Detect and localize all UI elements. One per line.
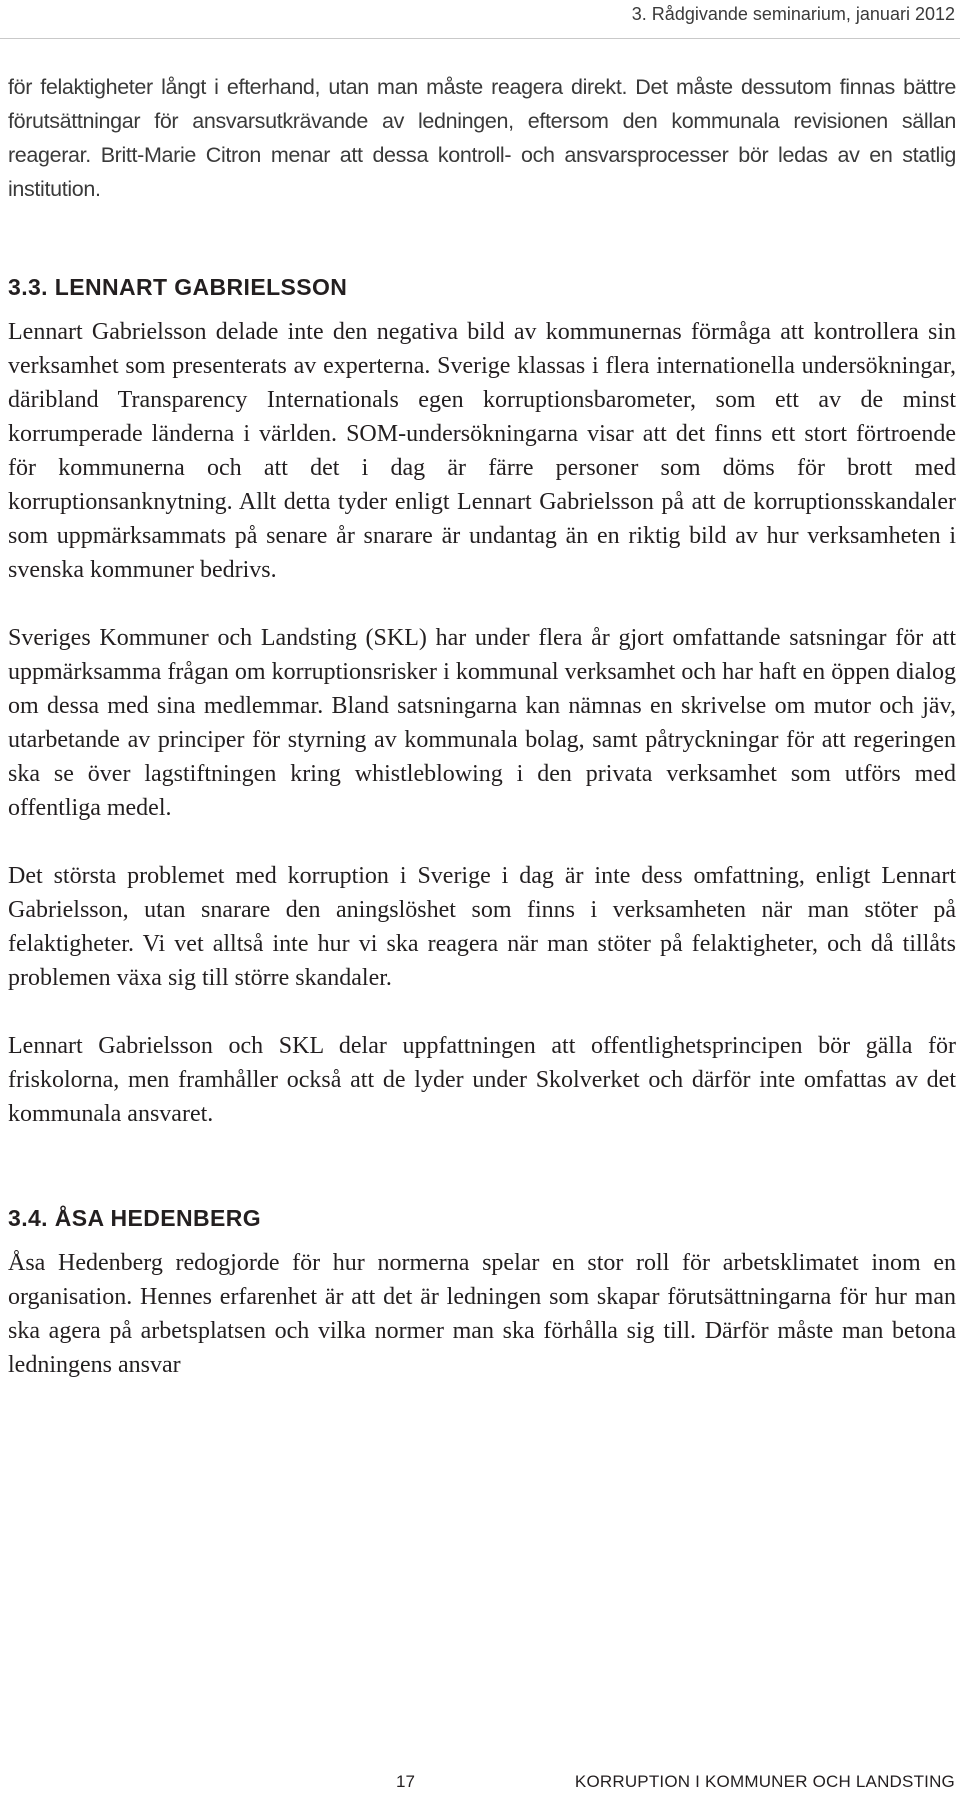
intro-paragraph: för felaktigheter långt i efterhand, utan man måste reagera direkt. Det måste dessutom finnas bättre förutsättningar för ansvarsutkrävande av ledningen, eftersom den kommunala revisionen sällan reagerar. Britt-Marie Citron menar att dessa kontroll- och ansvarsprocesser bör ledas av en statlig institution. (8, 75, 956, 201)
section-3-3-paragraph-3: Det största problemet med korruption i Sverige i dag är inte dess omfattning, enligt Lennart Gabrielsson, utan snarare den aningslöshet som finns i verksamheten när man stöter på felaktigheter. Vi vet alltså inte hur vi ska reagera när man stöter på felaktigheter, och då tillåts problemen växa sig till större skandaler. (8, 863, 956, 991)
section-heading-asa-hedenberg: 3.4. ÅSA HEDENBERG (8, 1205, 262, 1231)
page-number: 17 (396, 1772, 415, 1791)
section-heading-lennart-gabrielsson: 3.3. LENNART GABRIELSSON (8, 274, 348, 300)
running-header: 3. Rådgivande seminarium, januari 2012 (631, 4, 955, 24)
publication-title: KORRUPTION I KOMMUNER OCH LANDSTING (574, 1772, 955, 1791)
section-3-3-paragraph-1: Lennart Gabrielsson delade inte den negativa bild av kommunernas förmåga att kontrollera sin verksamhet som presenterats av experterna. Sverige klassas i flera internationella undersökningar, däribland Transparency Internationals egen korruptionsbarometer, som ett av de minst korrumperade länderna i världen. SOM-undersökningarna visar att det finns ett stort förtroende för kommunerna och att det i dag är färre personer som döms för brott med korruptionsanknytning. Allt detta tyder enligt Lennart Gabrielsson på att de korruptionsskandaler som uppmärksammats på senare år snarare är undantag än en riktig bild av hur verksamheten i svenska kommuner bedrivs. (8, 319, 956, 583)
section-3-3-paragraph-4: Lennart Gabrielsson och SKL delar uppfattningen att offentlighetsprincipen bör gälla för friskolorna, men framhåller också att de lyder under Skolverket och därför inte omfattas av det kommunala ansvaret. (8, 1033, 956, 1127)
page-body (8, 70, 956, 1382)
section-3-3-paragraph-2: Sveriges Kommuner och Landsting (SKL) har under flera år gjort omfattande satsningar för att uppmärksamma frågan om korruptionsrisker i kommunal verksamhet och har haft en öppen dialog om dessa med sina medlemmar. Bland satsningarna kan nämnas en skrivelse om mutor och jäv, utarbetande av principer för styrning av kommunala bolag, samt påtryckningar för att regeringen ska se över lagstiftningen kring whistleblowing i den privata verksamhet som utförs med offentliga medel. (8, 625, 956, 821)
header-divider (0, 38, 960, 39)
section-3-4-paragraph-1: Åsa Hedenberg redogjorde för hur normerna spelar en stor roll för arbetsklimatet inom en organisation. Hennes erfarenhet är att det är ledningen som skapar förutsättningarna för hur man ska agera på arbetsplatsen och vilka normer man ska förhålla sig till. Därför måste man betona ledningens ansvar (8, 1250, 956, 1378)
